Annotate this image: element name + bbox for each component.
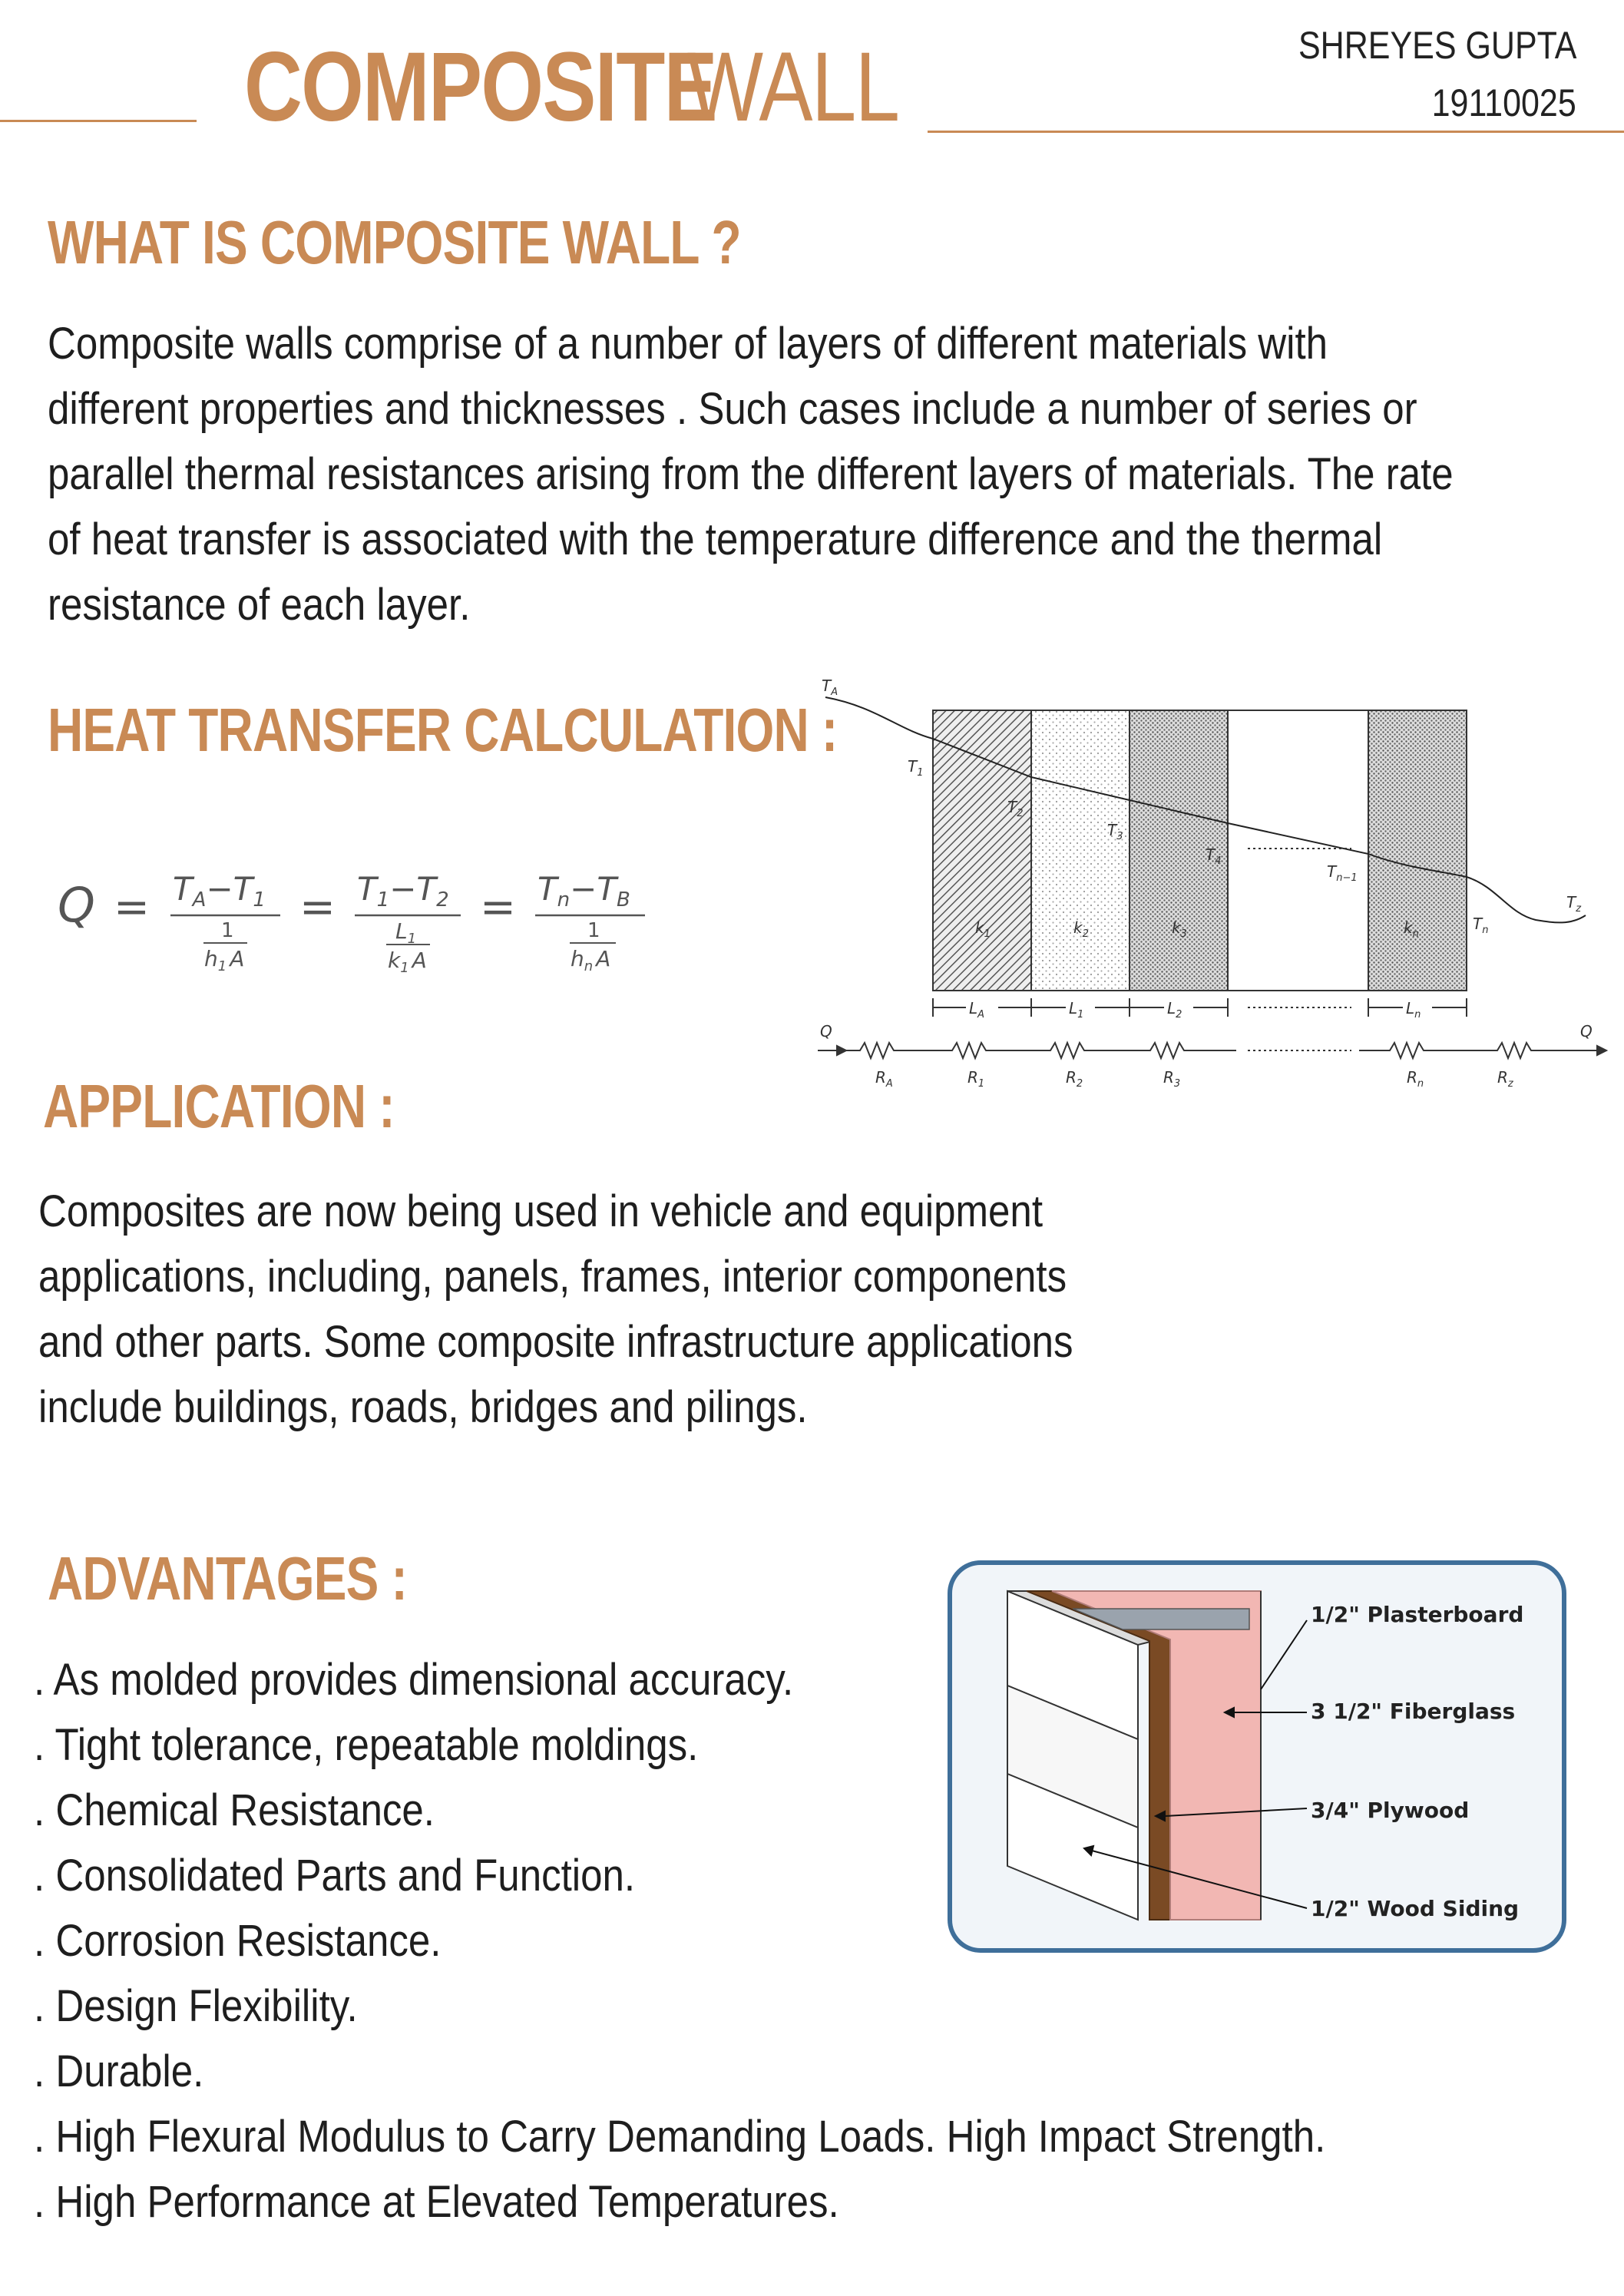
t3-den-top: 1 xyxy=(587,919,600,942)
resistor-rn xyxy=(1359,1043,1474,1058)
t3-den-bottom: $h_n$ A xyxy=(571,946,611,974)
label-k1: $k_1$ xyxy=(975,918,991,940)
application-line: Composites are now being used in vehicle and equipment xyxy=(38,1186,1044,1236)
t1-numerator: TA−T1 xyxy=(173,870,266,911)
header-rule-right xyxy=(928,131,1624,133)
label-r3: $R_3$ xyxy=(1163,1068,1181,1090)
resistor-ra xyxy=(846,1043,906,1058)
label-l1: $L_1$ xyxy=(1069,999,1084,1021)
label-fiberglass: 3 1/2" Fiberglass xyxy=(1311,1699,1516,1724)
application-line: applications, including, panels, frames, interior components xyxy=(38,1252,1067,1302)
label-r1: $R_1$ xyxy=(967,1068,985,1090)
what-is-line: different properties and thicknesses . Such cases include a number of series or xyxy=(48,384,1417,434)
label-t1: $T_1$ xyxy=(908,757,924,779)
t2-den-bottom: $k_1$ A xyxy=(388,948,427,976)
layer-gap xyxy=(1228,710,1368,991)
application-line: include buildings, roads, bridges and pilings. xyxy=(38,1382,808,1432)
heading-application: APPLICATION : xyxy=(43,1072,395,1140)
author-name: SHREYES GUPTA xyxy=(1298,24,1576,67)
page-title-bold: COMPOSITE xyxy=(244,32,717,142)
author-id: 19110025 xyxy=(1431,81,1576,124)
layer-kn xyxy=(1368,710,1467,991)
layer-k1 xyxy=(933,710,1031,991)
label-ra: $R_A$ xyxy=(875,1068,893,1090)
heading-what-is: WHAT IS COMPOSITE WALL ? xyxy=(48,208,741,276)
resistor-r2 xyxy=(1002,1043,1098,1058)
label-tn: $T_n$ xyxy=(1473,915,1489,936)
label-la: $L_A$ xyxy=(969,999,985,1021)
what-is-line: Composite walls comprise of a number of layers of different materials with xyxy=(48,319,1328,369)
what-is-paragraph xyxy=(48,311,1454,637)
layer-k2 xyxy=(1031,710,1130,991)
label-r2: $R_2$ xyxy=(1066,1068,1083,1090)
what-is-line: parallel thermal resistances arising from the different layers of materials. The rate xyxy=(48,449,1454,499)
label-kn: $k_n$ xyxy=(1404,918,1419,940)
label-rz: $R_z$ xyxy=(1497,1068,1513,1090)
t1-den-top: 1 xyxy=(221,919,234,942)
list-item: . Design Flexibility. xyxy=(34,1981,358,2031)
label-ta: $T_A$ xyxy=(822,677,838,698)
resistor-rz xyxy=(1474,1043,1597,1058)
label-tz: $T_z$ xyxy=(1566,893,1582,915)
list-item: . Tight tolerance, repeatable moldings. xyxy=(34,1720,699,1770)
label-plywood: 3/4" Plywood xyxy=(1311,1798,1470,1823)
label-t2: $T_2$ xyxy=(1007,798,1024,819)
list-item: . Consolidated Parts and Function. xyxy=(34,1851,636,1901)
application-paragraph xyxy=(38,1179,1073,1440)
t2-numerator: T1−T2 xyxy=(357,870,449,911)
list-item: . As molded provides dimensional accuracy. xyxy=(34,1655,794,1705)
composite-wall-diagram xyxy=(806,676,1620,1121)
formula-eq-3: = xyxy=(480,882,516,932)
resistor-r1 xyxy=(906,1043,1002,1058)
label-plasterboard: 1/2" Plasterboard xyxy=(1311,1602,1524,1627)
list-item: . High Flexural Modulus to Carry Demanding Loads. High Impact Strength. xyxy=(34,2112,1326,2162)
header-rule-left xyxy=(0,120,197,122)
formula-q: Q xyxy=(58,877,95,933)
label-q-out: Q xyxy=(1580,1022,1593,1040)
label-rn: $R_n$ xyxy=(1407,1068,1424,1090)
resistor-r3 xyxy=(1098,1043,1236,1058)
what-is-line: resistance of each layer. xyxy=(48,580,471,630)
wall-section-figure xyxy=(946,1559,1568,1958)
heading-advantages: ADVANTAGES : xyxy=(48,1544,408,1613)
list-item: . High Performance at Elevated Temperatures. xyxy=(34,2177,839,2227)
t3-numerator: Tn−TB xyxy=(537,870,630,911)
label-ln: $L_n$ xyxy=(1406,999,1421,1021)
formula-eq-2: = xyxy=(299,882,336,932)
application-line: and other parts. Some composite infrastructure applications xyxy=(38,1317,1073,1367)
heat-transfer-formula xyxy=(46,845,676,998)
label-wood-siding: 1/2" Wood Siding xyxy=(1311,1896,1520,1921)
list-item: . Corrosion Resistance. xyxy=(34,1916,442,1966)
heading-heat-transfer: HEAT TRANSFER CALCULATION : xyxy=(48,696,838,764)
label-t4: $T_4$ xyxy=(1206,845,1222,867)
formula-eq-1: = xyxy=(114,882,150,932)
label-t3: $T_3$ xyxy=(1107,821,1123,842)
label-k3: $k_3$ xyxy=(1172,918,1187,940)
list-item: . Chemical Resistance. xyxy=(34,1785,435,1835)
t1-den-bottom: $h_1$ A xyxy=(204,946,245,974)
what-is-line: of heat transfer is associated with the temperature difference and the thermal xyxy=(48,514,1383,564)
t2-den-top: $L_1$ xyxy=(395,918,417,947)
label-tn-1: $T_{n-1}$ xyxy=(1327,862,1358,884)
label-k2: $k_2$ xyxy=(1073,918,1089,940)
list-item: . Durable. xyxy=(34,2046,204,2096)
label-l2: $L_2$ xyxy=(1167,999,1182,1021)
label-q-in: Q xyxy=(820,1022,832,1040)
page-title-light: WALL xyxy=(687,32,899,142)
